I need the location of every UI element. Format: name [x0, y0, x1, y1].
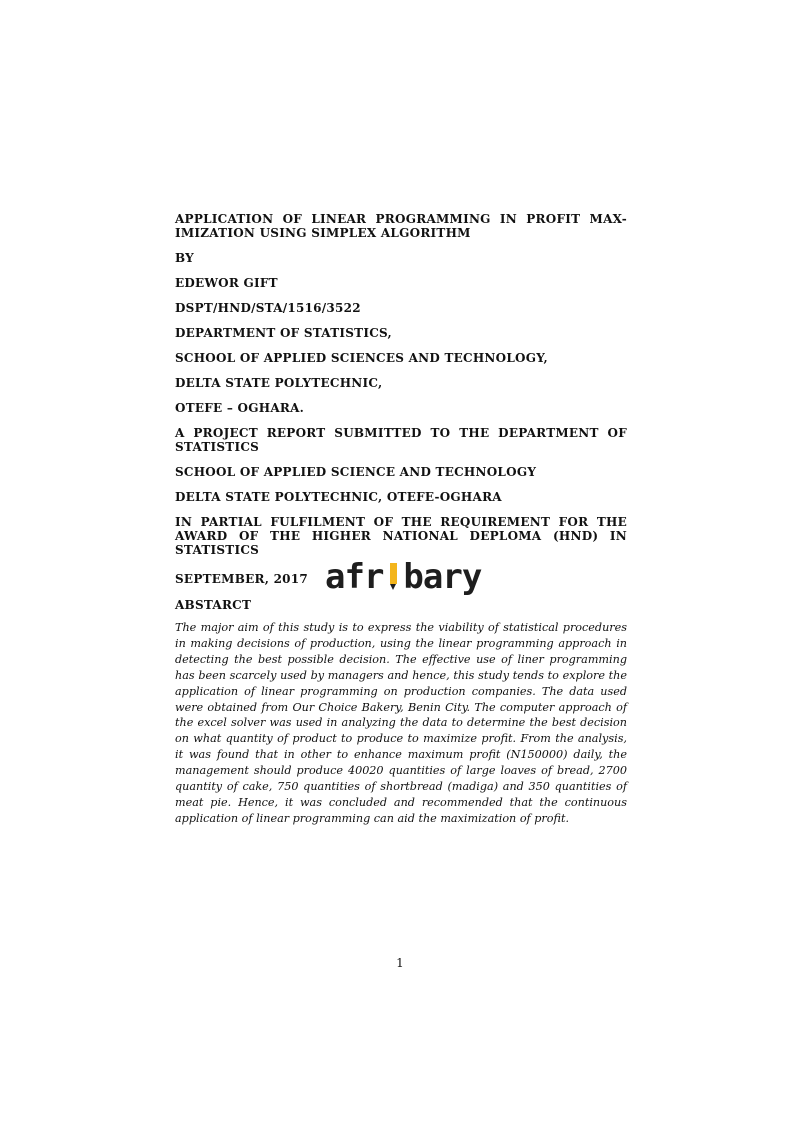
matric-number: DSPT/HND/STA/1516/3522 [175, 301, 361, 315]
abstract-heading: ABSTARCT [175, 598, 252, 612]
submission-school: SCHOOL OF APPLIED SCIENCE AND TECHNOLOGY [175, 465, 537, 479]
cover-content [175, 212, 627, 827]
school-name: SCHOOL OF APPLIED SCIENCES AND TECHNOLOGY, [175, 351, 548, 365]
institution-location: OTEFE – OGHARA. [175, 401, 305, 415]
logo-text-end: bary [403, 557, 482, 597]
fulfilment-statement: IN PARTIAL FULFILMENT OF THE REQUIREMENT FOR THE AWARD OF THE HIGHER NATIONAL DEPLOMA (HND) IN STATISTICS [175, 515, 627, 557]
document-title: APPLICATION OF LINEAR PROGRAMMING IN PROFIT MAX-IMIZATION USING SIMPLEX ALGORITHM [175, 212, 627, 240]
submission-statement: A PROJECT REPORT SUBMITTED TO THE DEPARTMENT OF STATISTICS [175, 426, 627, 454]
page-number: 1 [396, 956, 404, 970]
submission-institution: DELTA STATE POLYTECHNIC, OTEFE-OGHARA [175, 490, 502, 504]
afribary-watermark-logo [325, 557, 482, 597]
author-name: EDEWOR GIFT [175, 276, 278, 290]
logo-text-start: afr [325, 557, 384, 597]
submission-date: SEPTEMBER, 2017 [175, 572, 308, 586]
date-row [175, 557, 627, 597]
by-line: BY [175, 251, 194, 265]
department-name: DEPARTMENT OF STATISTICS, [175, 326, 392, 340]
pencil-icon [388, 563, 398, 589]
abstract-body: The major aim of this study is to express the viability of statistical procedures in making decisions of production, using the linear programming approach in detecting the best possible decision. The effective use of liner programming has been scarcely used by managers and hence, this study tends to explore the application of linear programming on production companies. The data used were obtained from Our Choice Bakery, Benin City. The computer approach of the excel solver was used in analyzing the data to determine the best decision on what quantity of product to produce to maximize profit. From the analysis, it was found that in other to enhance maximum profit (N150000) daily, the management should produce 40020 quantities of large loaves of bread, 2700 quantity of cake, 750 quantities of shortbread (madiga) and 350 quantities of meat pie. Hence, it was concluded and recommended that the continuous application of linear programming can aid the maximization of profit. [175, 621, 627, 825]
institution-name: DELTA STATE POLYTECHNIC, [175, 376, 383, 390]
